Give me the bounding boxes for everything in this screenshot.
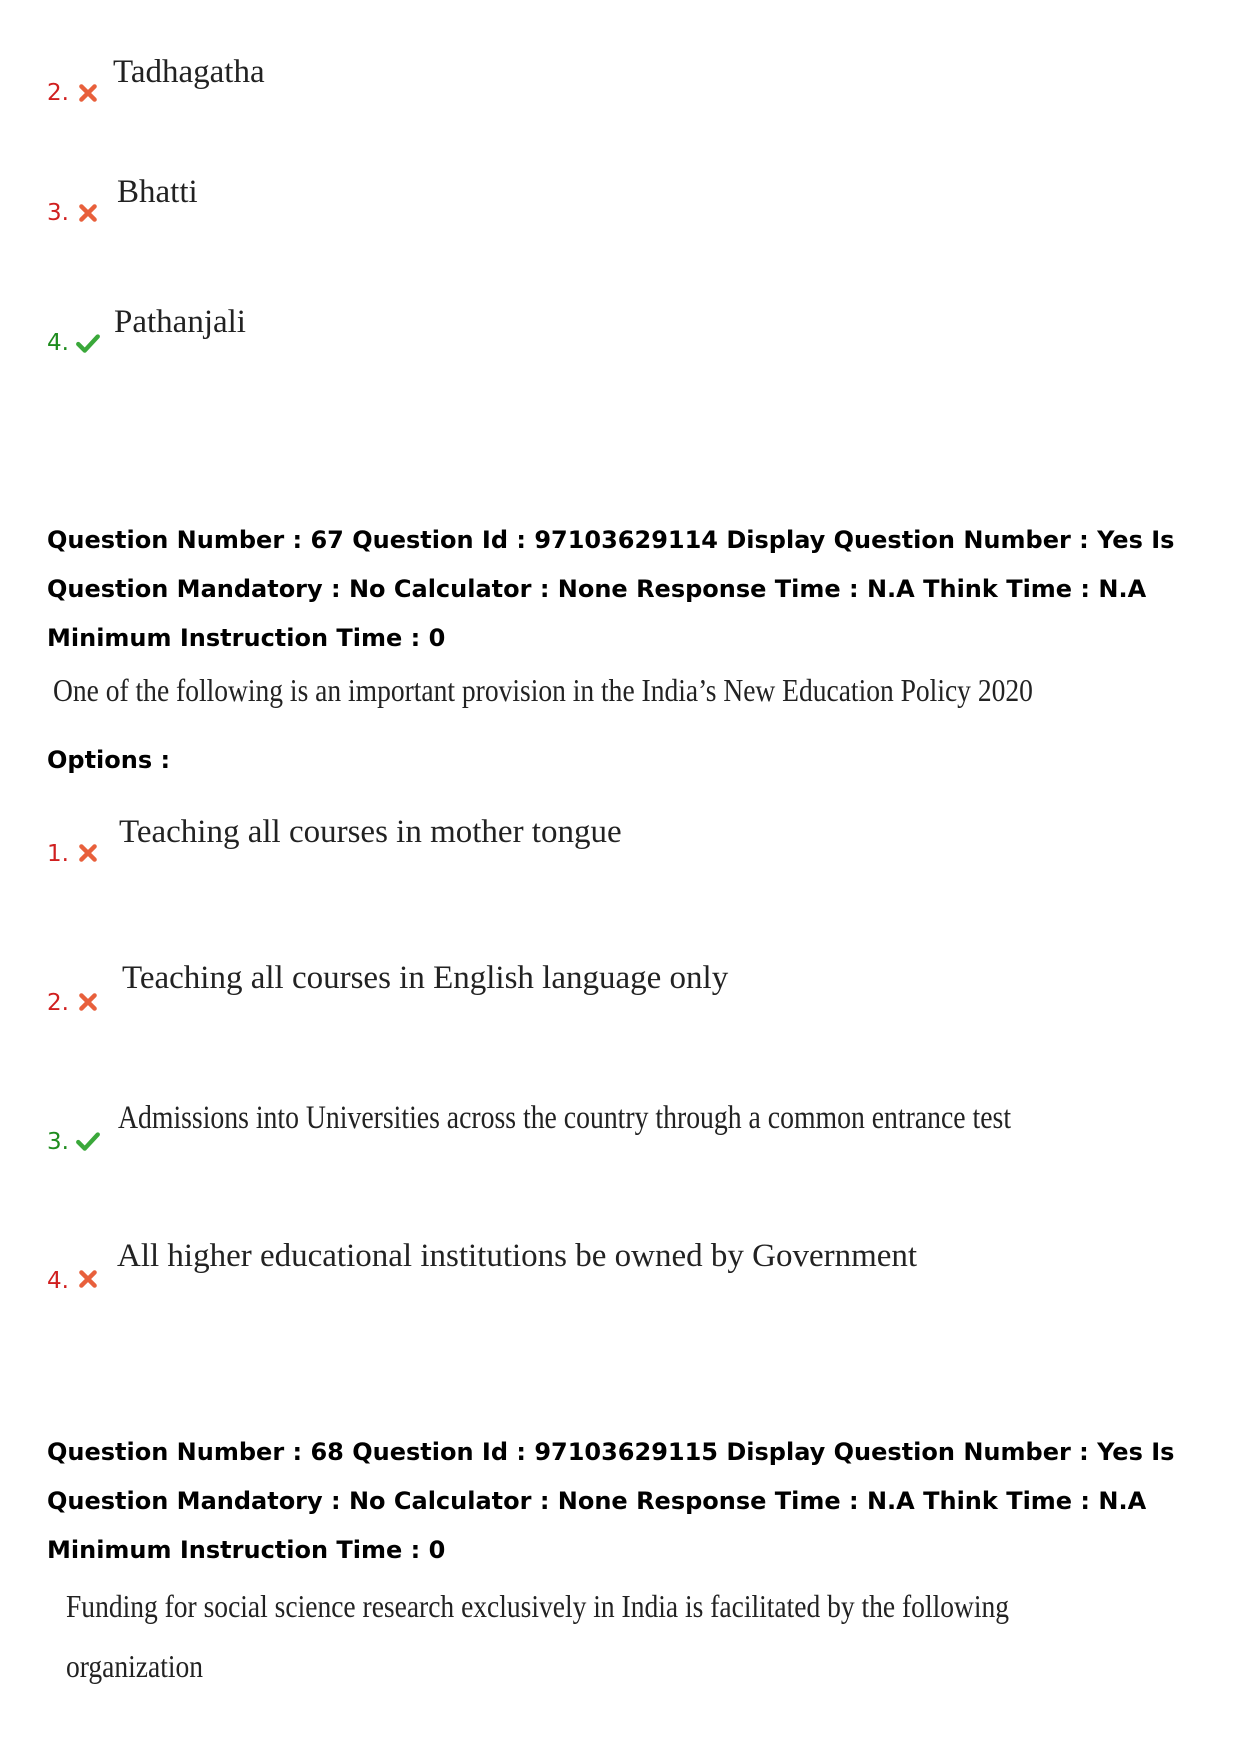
option-number: 4. [47, 1268, 69, 1294]
check-icon [75, 332, 101, 354]
option-text: Pathanjali [114, 304, 246, 340]
option-number: 2. [47, 990, 69, 1016]
option-number: 1. [47, 841, 69, 867]
option-text: Admissions into Universities across the country through a common entrance test [118, 1100, 1012, 1136]
option-number: 4. [47, 330, 69, 356]
option-text: Tadhagatha [113, 54, 265, 90]
question-67-meta: Question Number : 67 Question Id : 97103629114 Display Question Number : Yes Is Question Mandatory : No Calculator : None Response Time : N.A Think Time : N.A Minimum Instruction Time : 0 [47, 526, 1175, 652]
cross-icon [77, 1268, 99, 1290]
option-number: 2. [47, 80, 69, 106]
question-68-text-line-1: Funding for social science research exclusively in India is facilitated by the following [66, 1588, 1010, 1624]
option-number: 3. [47, 1129, 69, 1155]
option-text: Teaching all courses in English language only [122, 960, 729, 996]
cross-icon [77, 991, 99, 1013]
option-text: Teaching all courses in mother tongue [119, 814, 622, 850]
check-icon [75, 1130, 101, 1152]
cross-icon [77, 842, 99, 864]
option-text: All higher educational institutions be owned by Government [117, 1238, 918, 1274]
options-label: Options : [47, 746, 171, 774]
question-68-meta: Question Number : 68 Question Id : 97103629115 Display Question Number : Yes Is Question Mandatory : No Calculator : None Response Time : N.A Think Time : N.A Minimum Instruction Time : 0 [47, 1438, 1175, 1564]
cross-icon [77, 202, 99, 224]
option-text: Bhatti [117, 174, 198, 210]
question-68-text-line-2: organization [66, 1648, 204, 1684]
cross-icon [77, 82, 99, 104]
option-number: 3. [47, 200, 69, 226]
question-67-text: One of the following is an important provision in the India’s New Education Policy 2020 [53, 672, 1033, 708]
